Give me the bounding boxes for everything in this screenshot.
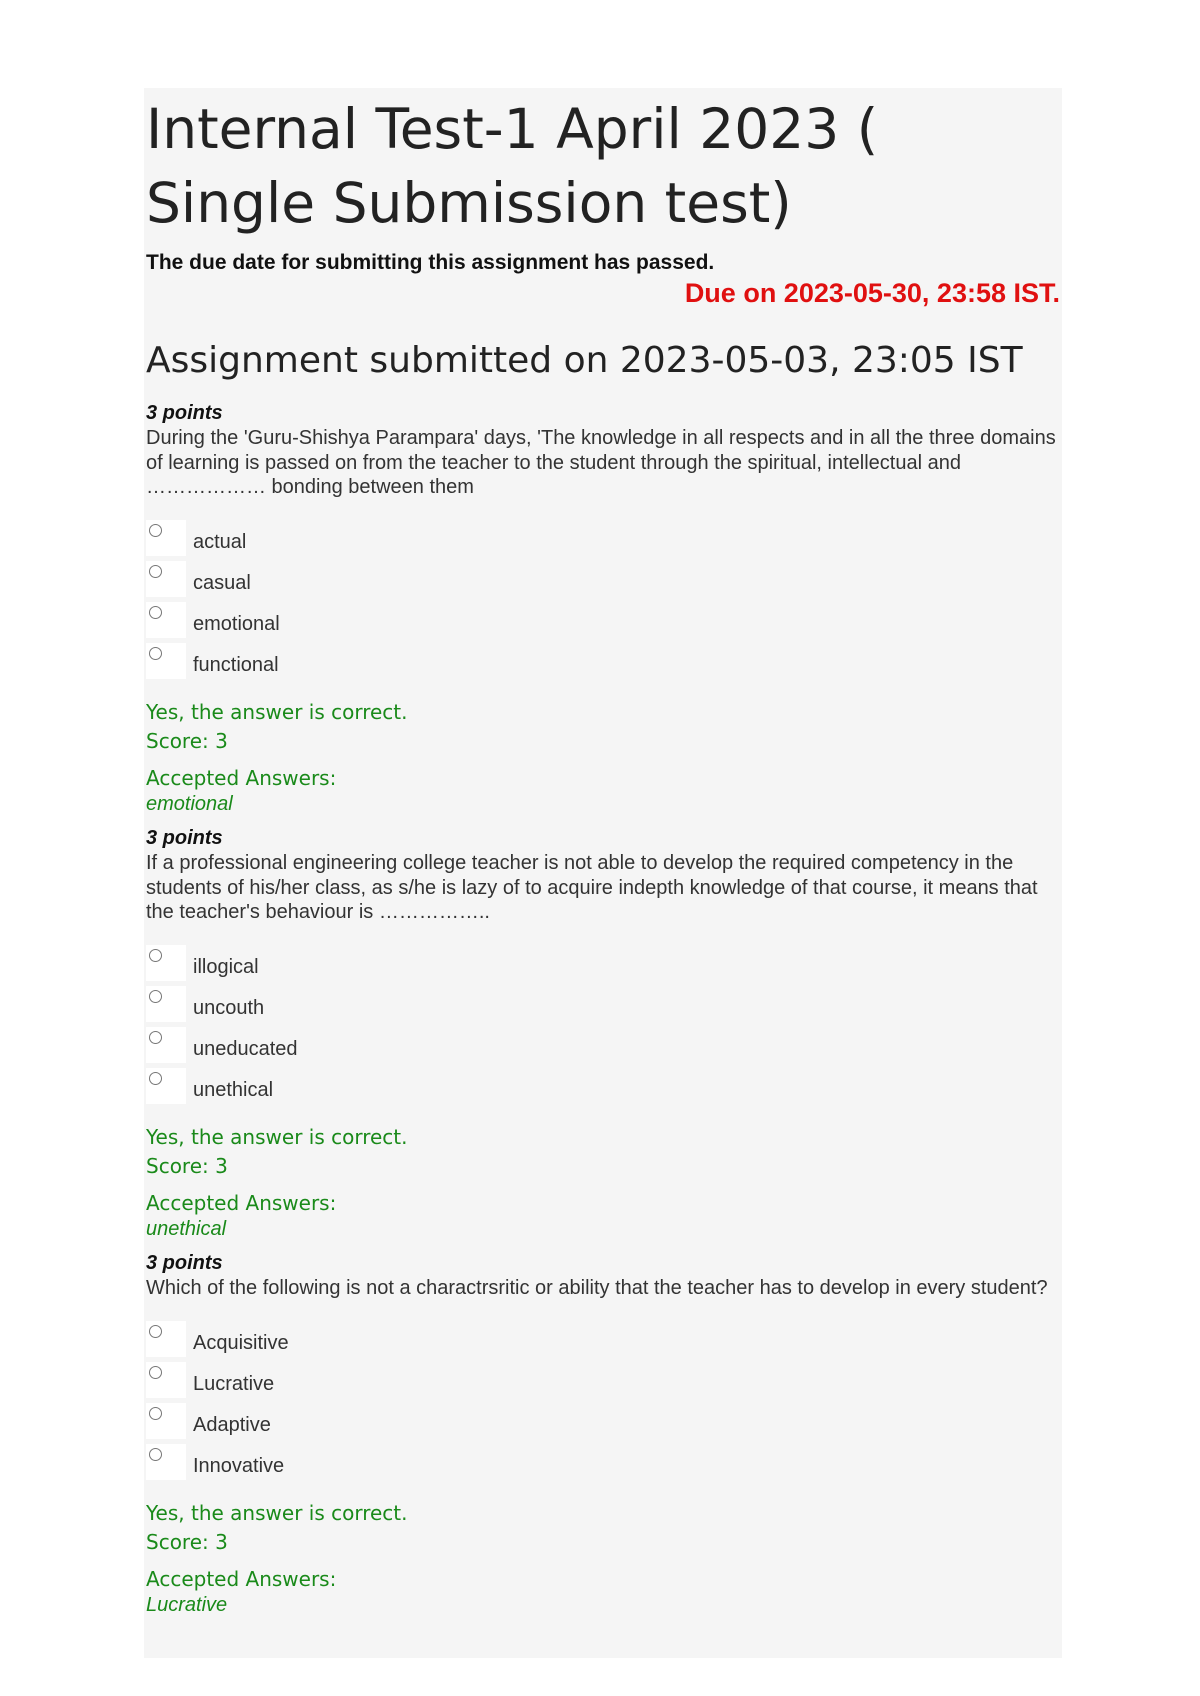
option-item[interactable] <box>146 643 1066 684</box>
radio-button[interactable] <box>146 520 186 556</box>
radio-button[interactable] <box>146 1321 186 1357</box>
radio-button[interactable] <box>146 1362 186 1398</box>
radio-button[interactable] <box>146 1444 186 1480</box>
option-item[interactable] <box>146 520 1066 561</box>
question-points: 3 points <box>146 1252 223 1274</box>
radio-button[interactable] <box>146 561 186 597</box>
radio-button[interactable] <box>146 602 186 638</box>
answer-feedback <box>146 698 1066 816</box>
question-text: Which of the following is not a charactrsritic or ability that the teacher has to develop in every student? <box>146 1277 1048 1299</box>
radio-circle-icon <box>149 990 162 1003</box>
radio-button[interactable] <box>146 1403 186 1439</box>
option-label: unethical <box>193 1078 274 1101</box>
question-text: During the 'Guru-Shishya Parampara' days, 'The knowledge in all respects and in all the three domains of learning is passed on from the teacher to the student through the spiritual, intellectual and ……………… bonding between them <box>146 427 1056 498</box>
accepted-answer: Lucrative <box>146 1593 228 1616</box>
radio-button[interactable] <box>146 986 186 1022</box>
question-text: If a professional engineering college teacher is not able to develop the required competency in the students of his/her class, as s/he is lazy of to acquire indepth knowledge of that course, it means that the teacher's behaviour is …………….. <box>146 852 1038 923</box>
radio-circle-icon <box>149 647 162 660</box>
option-list <box>146 945 1066 1109</box>
option-list <box>146 520 1066 684</box>
accepted-answer: unethical <box>146 1217 227 1240</box>
option-item[interactable] <box>146 1403 1066 1444</box>
radio-button[interactable] <box>146 1027 186 1063</box>
option-item[interactable] <box>146 1027 1066 1068</box>
option-label: illogical <box>193 955 259 978</box>
score-text: Score: 3 <box>146 1529 228 1554</box>
page-title: Internal Test-1 April 2023 ( Single Submission test) <box>146 97 879 235</box>
accepted-answers-label: Accepted Answers: <box>146 765 337 790</box>
feedback-message: Yes, the answer is correct. <box>146 1124 408 1149</box>
accepted-answer: emotional <box>146 792 233 815</box>
option-item[interactable] <box>146 945 1066 986</box>
option-item[interactable] <box>146 1444 1066 1485</box>
option-item[interactable] <box>146 561 1066 602</box>
radio-circle-icon <box>149 565 162 578</box>
answer-feedback <box>146 1123 1066 1241</box>
radio-button[interactable] <box>146 945 186 981</box>
radio-circle-icon <box>149 1325 162 1338</box>
question-points: 3 points <box>146 827 223 849</box>
radio-circle-icon <box>149 1448 162 1461</box>
option-label: Acquisitive <box>193 1331 289 1354</box>
radio-circle-icon <box>149 949 162 962</box>
radio-circle-icon <box>149 1072 162 1085</box>
option-item[interactable] <box>146 986 1066 1027</box>
radio-circle-icon <box>149 1366 162 1379</box>
option-item[interactable] <box>146 1068 1066 1109</box>
submission-timestamp: Assignment submitted on 2023-05-03, 23:05 IST <box>146 340 1023 381</box>
question-2 <box>146 826 1066 1241</box>
option-item[interactable] <box>146 1362 1066 1403</box>
option-list <box>146 1321 1066 1485</box>
accepted-answers-label: Accepted Answers: <box>146 1566 337 1591</box>
question-points: 3 points <box>146 402 223 424</box>
option-label: uneducated <box>193 1037 298 1060</box>
radio-circle-icon <box>149 1031 162 1044</box>
radio-circle-icon <box>149 1407 162 1420</box>
option-label: Innovative <box>193 1454 285 1477</box>
due-passed-notice: The due date for submitting this assignment has passed. <box>146 251 715 274</box>
feedback-message: Yes, the answer is correct. <box>146 1500 408 1525</box>
option-label: casual <box>193 571 251 594</box>
radio-button[interactable] <box>146 1068 186 1104</box>
feedback-message: Yes, the answer is correct. <box>146 699 408 724</box>
option-label: Lucrative <box>193 1372 275 1395</box>
option-label: uncouth <box>193 996 265 1019</box>
question-3 <box>146 1251 1066 1617</box>
score-text: Score: 3 <box>146 1153 228 1178</box>
option-label: emotional <box>193 612 280 635</box>
due-date: Due on 2023-05-30, 23:58 IST. <box>684 278 1060 308</box>
option-item[interactable] <box>146 602 1066 643</box>
radio-circle-icon <box>149 606 162 619</box>
radio-circle-icon <box>149 524 162 537</box>
answer-feedback <box>146 1499 1066 1617</box>
question-1 <box>146 401 1066 816</box>
radio-button[interactable] <box>146 643 186 679</box>
accepted-answers-label: Accepted Answers: <box>146 1190 337 1215</box>
option-label: actual <box>193 530 247 553</box>
score-text: Score: 3 <box>146 728 228 753</box>
option-item[interactable] <box>146 1321 1066 1362</box>
option-label: functional <box>193 653 279 676</box>
option-label: Adaptive <box>193 1413 271 1436</box>
